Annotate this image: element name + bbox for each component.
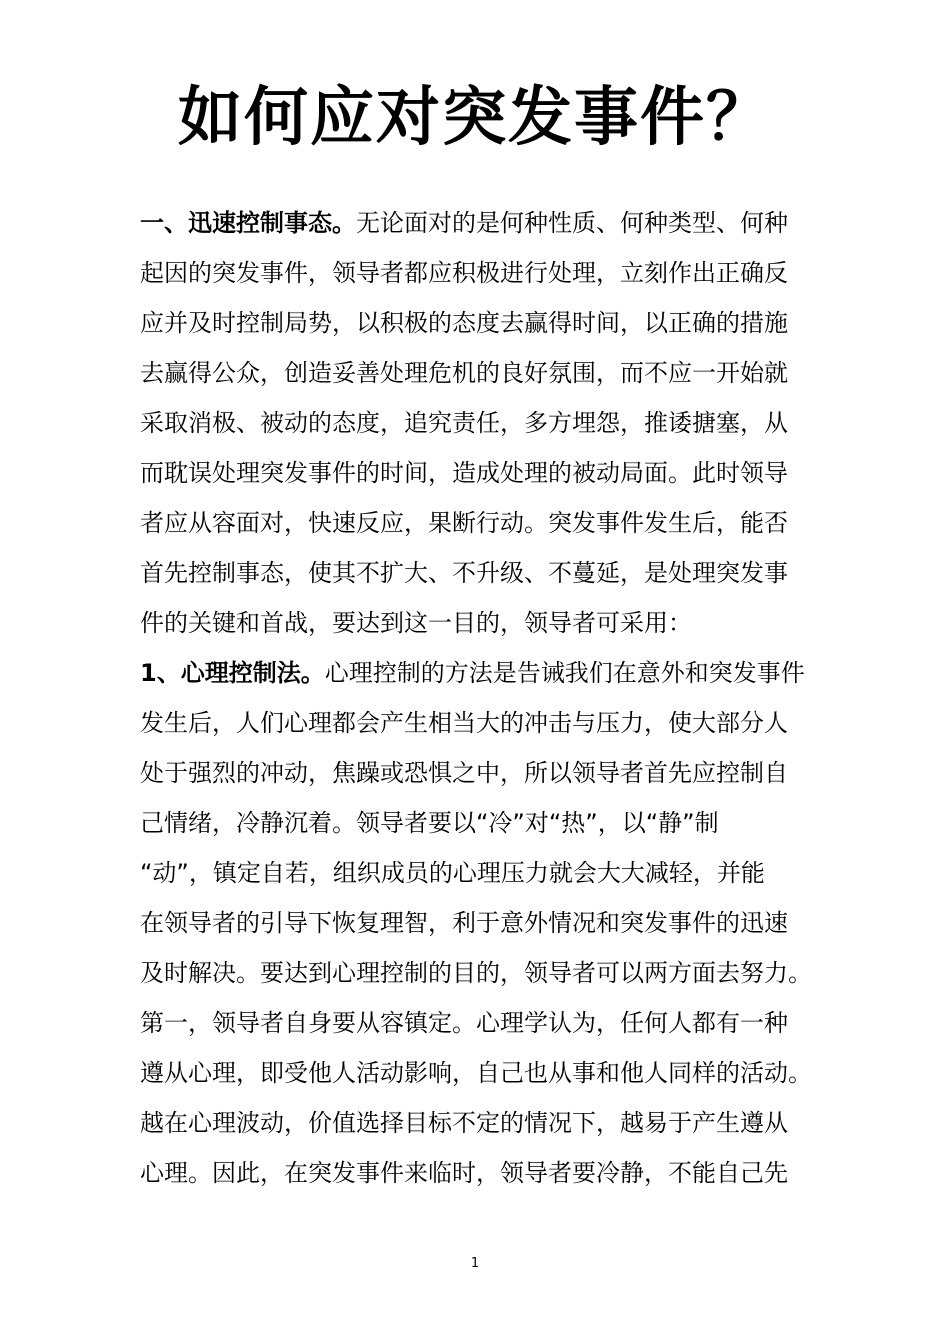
line-text: 件的关键和首战，要达到这一目的，领导者可采用： xyxy=(140,609,692,637)
text-line xyxy=(140,1048,820,1098)
text-line xyxy=(140,948,820,998)
text-line xyxy=(140,498,820,548)
line-text: 心理控制的方法是告诫我们在意外和突发事件 xyxy=(324,659,805,687)
text-line xyxy=(140,648,820,698)
text-line xyxy=(140,698,820,748)
line-text: 遵从心理，即受他人活动影响，自己也从事和他人同样的活动。 xyxy=(140,1059,812,1087)
line-text: “动”，镇定自若，组织成员的心理压力就会大大减轻，并能 xyxy=(140,859,765,887)
line-text: 无论面对的是何种性质、何种类型、何种 xyxy=(356,209,788,237)
text-line xyxy=(140,798,820,848)
line-text: 起因的突发事件，领导者都应积极进行处理，立刻作出正确反 xyxy=(140,259,788,287)
line-text: 第一，领导者自身要从容镇定。心理学认为，任何人都有一种 xyxy=(140,1009,788,1037)
text-line xyxy=(140,298,820,348)
section-heading: 一、迅速控制事态。 xyxy=(140,209,356,237)
line-text: 去赢得公众，创造妥善处理危机的良好氛围，而不应一开始就 xyxy=(140,359,788,387)
body-text xyxy=(140,198,820,1198)
page-title: 如何应对突发事件？ xyxy=(178,81,772,155)
text-line xyxy=(140,1148,820,1198)
text-line xyxy=(140,748,820,798)
text-line xyxy=(140,398,820,448)
text-line xyxy=(140,1098,820,1148)
line-text: 在领导者的引导下恢复理智，利于意外情况和突发事件的迅速 xyxy=(140,909,788,937)
section-heading: 1、心理控制法。 xyxy=(140,659,325,687)
text-line xyxy=(140,548,820,598)
text-line xyxy=(140,348,820,398)
line-text: 己情绪，冷静沉着。领导者要以“冷”对“热”，以“静”制 xyxy=(140,809,719,837)
text-line xyxy=(140,248,820,298)
text-line xyxy=(140,898,820,948)
line-text: 处于强烈的冲动，焦躁或恐惧之中，所以领导者首先应控制自 xyxy=(140,759,788,787)
line-text: 者应从容面对，快速反应，果断行动。突发事件发生后，能否 xyxy=(140,509,788,537)
text-line xyxy=(140,448,820,498)
text-line xyxy=(140,198,820,248)
text-line xyxy=(140,848,820,898)
line-text: 越在心理波动，价值选择目标不定的情况下，越易于产生遵从 xyxy=(140,1109,788,1137)
line-text: 发生后，人们心理都会产生相当大的冲击与压力，使大部分人 xyxy=(140,709,788,737)
page-number: 1 xyxy=(470,1256,480,1271)
text-line xyxy=(140,998,820,1048)
line-text: 应并及时控制局势，以积极的态度去赢得时间，以正确的措施 xyxy=(140,309,788,337)
line-text: 心理。因此，在突发事件来临时，领导者要冷静，不能自己先 xyxy=(140,1159,788,1187)
line-text: 首先控制事态，使其不扩大、不升级、不蔓延，是处理突发事 xyxy=(140,559,788,587)
text-line xyxy=(140,598,820,648)
line-text: 采取消极、被动的态度，追究责任，多方埋怨，推诿搪塞，从 xyxy=(140,409,788,437)
line-text: 而耽误处理突发事件的时间，造成处理的被动局面。此时领导 xyxy=(140,459,788,487)
line-text: 及时解决。要达到心理控制的目的，领导者可以两方面去努力。 xyxy=(140,959,812,987)
